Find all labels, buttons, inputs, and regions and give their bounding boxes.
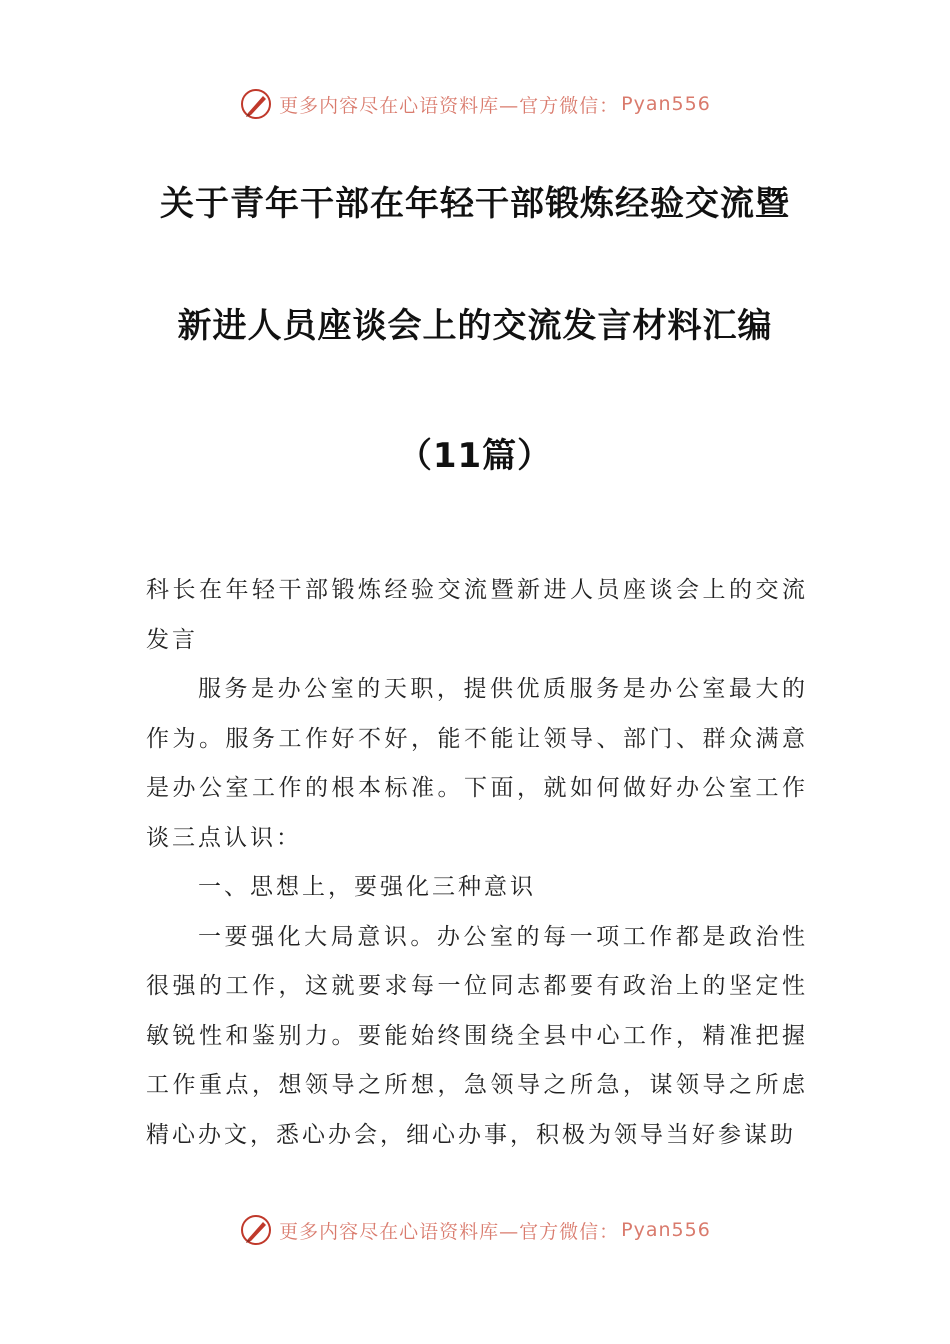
watermark-footer bbox=[0, 1210, 950, 1250]
watermark-wechat-id: Pyan556 bbox=[621, 1219, 711, 1241]
section-heading: 一、思想上，要强化三种意识 bbox=[198, 874, 536, 900]
paragraph: 一要强化大局意识。办公室的每一项工作都是政治性很强的工作，这就要求每一位同志都要有政治上的坚定性敏锐性和鉴别力。要能始终围绕全县中心工作，精准把握工作重点，想领导之所想，急领导之所急，谋领导之所虑精心办文，悉心办会，细心办事，积极为领导当好参谋助 bbox=[146, 923, 808, 1148]
document-title-line-2: 新进人员座谈会上的交流发言材料汇编 bbox=[177, 306, 773, 346]
article-heading: 科长在年轻干部锻炼经验交流暨新进人员座谈会上的交流发言 bbox=[146, 577, 808, 653]
paragraph: 服务是办公室的天职，提供优质服务是办公室最大的作为。服务工作好不好，能不能让领导、部门、群众满意是办公室工作的根本标准。下面，就如何做好办公室工作谈三点认识： bbox=[146, 676, 808, 851]
watermark-brand: 更多内容尽在心语资料库—官方微信： bbox=[279, 1220, 620, 1243]
watermark-brand: 更多内容尽在心语资料库—官方微信： bbox=[279, 94, 620, 117]
pen-logo-icon bbox=[239, 87, 273, 121]
watermark-wechat-id: Pyan556 bbox=[621, 93, 711, 115]
pen-logo-icon bbox=[239, 1213, 273, 1247]
document-title-line-1: 关于青年干部在年轻干部锻炼经验交流暨 bbox=[160, 184, 790, 224]
document-title-count: （11篇） bbox=[397, 436, 553, 476]
document-body bbox=[146, 566, 808, 1160]
watermark-header bbox=[0, 84, 950, 124]
